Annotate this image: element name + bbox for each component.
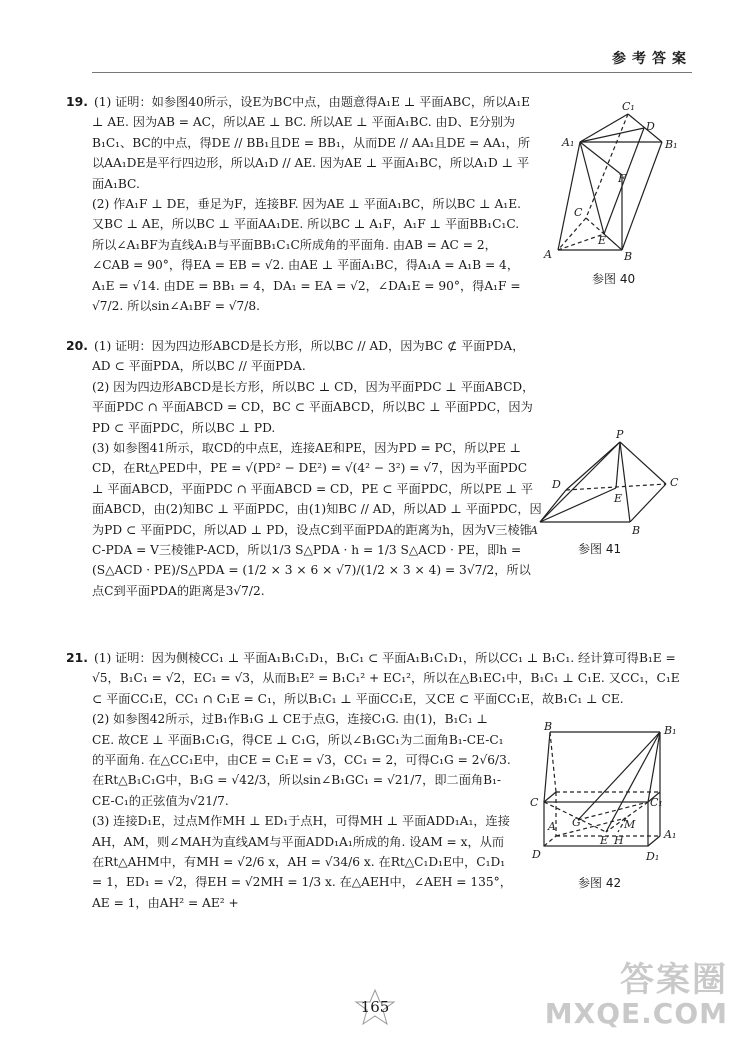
fig40-label-c: C <box>574 206 583 219</box>
fig42-label-d: D <box>532 848 541 861</box>
fig41-label-b: B <box>632 524 641 537</box>
problem-20-part-2: (2) 因为四边形ABCD是长方形，所以BC ⊥ CD，因为平面PDC ⊥ 平面ABCD，平面PDC ∩ 平面ABCD = CD，BC ⊂ 平面ABCD，所以BC ⊥ 平面PDC，因为PD ⊂ 平面PDC，所以BC ⊥ PD. <box>92 379 535 435</box>
fig42-label-c1: C₁ <box>650 796 663 809</box>
fig42-label-b: B <box>544 720 553 733</box>
figure-42 <box>526 720 686 870</box>
page-number: 165 <box>360 998 390 1016</box>
figure-40 <box>540 100 690 270</box>
fig40-label-f: F <box>618 172 626 185</box>
fig41-label-a: A <box>530 524 538 537</box>
problem-text: (1) 证明：因为侧棱CC₁ ⊥ 平面A₁B₁C₁D₁，B₁C₁ ⊂ 平面A₁B₁C₁D₁，所以CC₁ ⊥ B₁C₁. 经计算可得B₁E = √5，B₁C₁ = √2，EC₁ = √3，从而B₁E² = B₁C₁² + EC₁²，所以在△B₁EC₁中，B₁C₁ ⊥ C₁E. 又CC₁，C₁E ⊂ 平面CC₁E，CC₁ ∩ C₁E = C₁，所以B₁C₁ ⊥ 平面CC₁E，又CE ⊂ 平面CC₁E，故B₁C₁ ⊥ CE. <box>92 651 680 706</box>
problem-19-part-2: (2) 作A₁F ⊥ DE，垂足为F，连接BF. 因为AE ⊥ 平面A₁BC，所以BC ⊥ A₁E. 又BC ⊥ AE，所以BC ⊥ 平面AA₁DE. 所以BC ⊥ A₁F，A₁F ⊥ 平面BB₁C₁C. 所以∠A₁BF为直线A₁B与平面BB₁C₁C所成角的平面角. 由AB = AC = 2，∠CAB = 90°，得EA = EB = √2. 由AE ⊥ 平面A₁BC，得A₁A = A₁B = 4，A₁E = √14. 由DE = BB₁ = 4，DA₁ = EA = √2，∠DA₁E = 90°，得A₁F = √7/2. 所以sin∠A₁BF = √7/8. <box>92 197 521 314</box>
fig42-label-c: C <box>530 796 539 809</box>
fig41-label-d: D <box>552 478 561 491</box>
fig42-label-b1: B₁ <box>664 724 677 737</box>
fig40-label-a: A <box>544 248 552 261</box>
fig40-label-b1: B₁ <box>665 138 678 151</box>
problem-21-part-2: (2) 如参图42所示，过B₁作B₁G ⊥ CE于点G，连接C₁G. 由(1)，B₁C₁ ⊥ CE. 故CE ⊥ 平面B₁C₁G，得CE ⊥ C₁G，所以∠B₁GC₁为二面角B₁-CE-C₁的平面角. 在△CC₁E中，由CE = C₁E = √3，CC₁ = 2，可得C₁G = 2√6/3. 在Rt△B₁C₁G中，B₁G = √42/3，所以sin∠B₁GC₁ = √21/7，即二面角B₁-CE-C₁的正弦值为√21/7. <box>92 712 511 808</box>
problem-number: 19. <box>66 94 88 109</box>
problem-number: 20. <box>66 338 88 353</box>
problem-20-part-1 <box>66 336 542 377</box>
page-header-title: 参考答案 <box>612 51 692 67</box>
figure-42-caption: 参图 42 <box>578 876 622 890</box>
fig40-label-e: E <box>598 234 607 247</box>
fig42-label-g: G <box>572 816 581 829</box>
fig41-label-p: P <box>616 430 624 441</box>
problem-19-part-1 <box>66 92 532 194</box>
fig42-label-a1: A₁ <box>664 828 677 841</box>
problem-20-part-3: (3) 如参图41所示，取CD的中点E，连接AE和PE，因为PD = PC，所以PE ⊥ CD，在Rt△PED中，PE = √(PD² − DE²) = √(4² − 3²) = √7，因为平面PDC ⊥ 平面ABCD，平面PDC ∩ 平面ABCD = CD，PE ⊂ 平面PDC，所以PE ⊥ 平面ABCD，由(2)知BC ⊥ 平面PDC，由(1)知BC // AD，所以AD ⊥ 平面PDC，因为PD ⊂ 平面PDC，所以AD ⊥ PD，设点C到平面PDA的距离为h，因为V三棱锥C-PDA = V三棱锥P-ACD，所以1/3 S△PDA · h = 1/3 S△ACD · PE，即h = (S△ACD · PE)/S△PDA = (1/2 × 3 × 6 × √7)/(1/2 × 3 × 4) = 3√7/2，所以点C到平面PDA的距离是3√7/2. <box>92 441 542 598</box>
problem-21-part-3: (3) 连接D₁E，过点M作MH ⊥ ED₁于点H，可得MH ⊥ 平面ADD₁A₁，连接AH，AM，则∠MAH为直线AM与平面ADD₁A₁所成的角. 设AM = x，从而在Rt△AHM中，有MH = √2/6 x，AH = √34/6 x. 在Rt△C₁D₁E中，C₁D₁ = 1，ED₁ = √2，得EH = √2MH = 1/3 x. 在△AEH中，∠AEH = 135°，AE = 1，由AH² = AE² + <box>92 814 512 910</box>
problem-text: (1) 证明：如参图40所示，设E为BC中点，由题意得A₁E ⊥ 平面ABC，所以A₁E ⊥ AE. 因为AB = AC，所以AE ⊥ BC. 所以AE ⊥ 平面A₁BC. 由D、E分别为B₁C₁、BC的中点，得DE // BB₁且DE = BB₁，从而DE // AA₁且DE = AA₁，所以AA₁DE是平行四边形，所以A₁D // AE. 因为AE ⊥ 平面A₁BC，所以A₁D ⊥ 平面A₁BC. <box>92 95 531 191</box>
figure-41 <box>530 430 690 540</box>
problem-number: 21. <box>66 650 88 665</box>
fig42-label-d1: D₁ <box>646 850 660 863</box>
fig40-label-c1: C₁ <box>622 100 635 113</box>
problem-21-part-1 <box>66 648 682 709</box>
fig41-label-e: E <box>614 492 623 505</box>
watermark-line-2: MXQE.COM <box>544 996 728 1030</box>
watermark-line-1: 答案圈 <box>620 959 728 1000</box>
figure-40-caption: 参图 40 <box>592 272 636 286</box>
watermark <box>544 959 728 1030</box>
problem-19 <box>66 92 532 316</box>
fig40-label-a1: A₁ <box>562 136 575 149</box>
fig41-label-c: C <box>670 476 679 489</box>
fig40-label-b: B <box>624 250 633 263</box>
fig42-label-a: A <box>548 820 556 833</box>
problem-text: (1) 证明：因为四边形ABCD是长方形，所以BC // AD，因为BC ⊄ 平面PDA，AD ⊂ 平面PDA，所以BC // 平面PDA. <box>92 339 525 374</box>
fig42-label-h: H <box>614 834 624 847</box>
header-rule <box>92 72 692 73</box>
fig42-label-e: E <box>600 834 609 847</box>
fig40-label-d: D <box>646 120 655 133</box>
problem-20 <box>66 336 542 601</box>
fig42-label-m: M <box>624 818 636 831</box>
figure-41-caption: 参图 41 <box>578 542 622 556</box>
